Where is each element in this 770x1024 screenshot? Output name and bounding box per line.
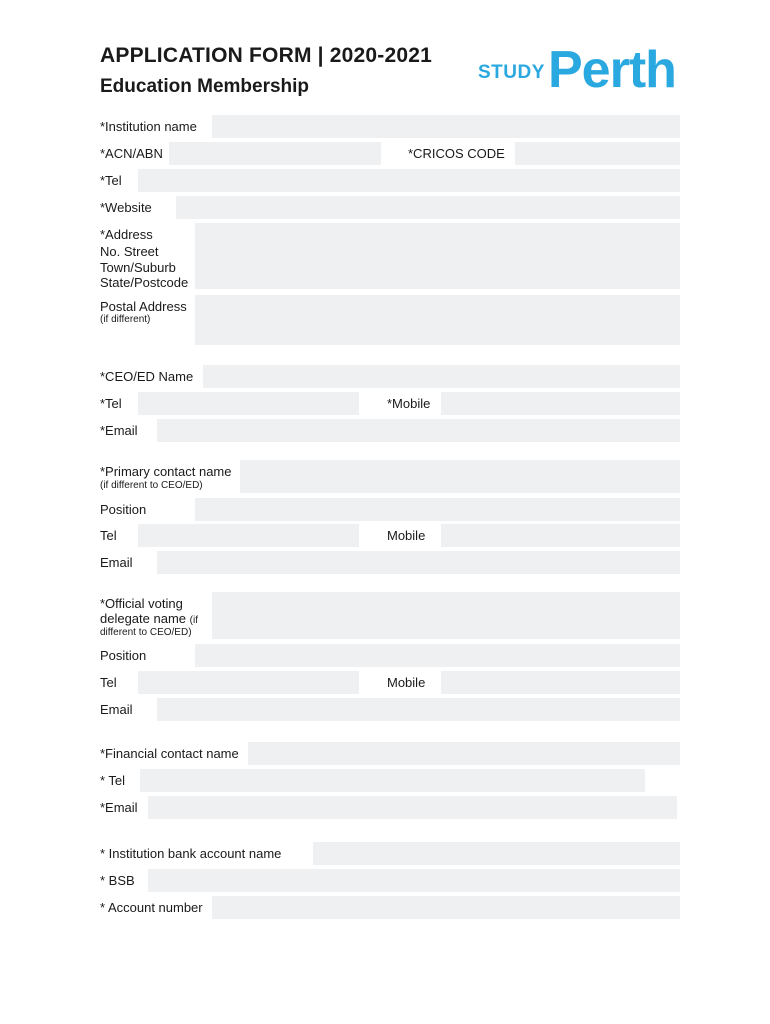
address-line2-label: Town/Suburb [100, 260, 176, 275]
institution-tel-label: *Tel [100, 173, 122, 188]
institution-name-input[interactable] [212, 115, 680, 138]
account-number-input[interactable] [212, 896, 680, 919]
delegate-mobile-label: Mobile [387, 675, 426, 690]
ceo-tel-label: *Tel [100, 396, 122, 411]
primary-email-input[interactable] [157, 551, 680, 574]
financial-tel-input[interactable] [140, 769, 645, 792]
address-line3-label: State/Postcode [100, 275, 189, 290]
primary-email-label: Email [100, 555, 133, 570]
ceo-tel-input[interactable] [138, 392, 359, 415]
bank-account-name-label: * Institution bank account name [100, 846, 282, 861]
logo-study-text: STUDY [478, 62, 545, 83]
form-subtitle: Education Membership [100, 76, 310, 97]
primary-mobile-input[interactable] [441, 524, 680, 547]
ceo-name-label: *CEO/ED Name [100, 369, 194, 384]
cricos-code-input[interactable] [515, 142, 680, 165]
primary-tel-input[interactable] [138, 524, 359, 547]
financial-email-input[interactable] [148, 796, 677, 819]
delegate-label-text: delegate name [100, 611, 187, 626]
delegate-tel-label: Tel [100, 675, 117, 690]
website-label: *Website [100, 200, 152, 215]
delegate-email-input[interactable] [157, 698, 680, 721]
ceo-mobile-input[interactable] [441, 392, 680, 415]
delegate-mobile-input[interactable] [441, 671, 680, 694]
financial-tel-label: * Tel [100, 773, 126, 788]
institution-tel-input[interactable] [138, 169, 680, 192]
acn-abn-label: *ACN/ABN [100, 146, 163, 161]
address-input[interactable] [195, 223, 680, 289]
primary-position-input[interactable] [195, 498, 680, 521]
ceo-email-label: *Email [100, 423, 138, 438]
logo-perth-text: Perth [548, 41, 676, 99]
primary-contact-note: (if different to CEO/ED) [100, 480, 203, 491]
delegate-note-line3: different to CEO/ED) [100, 627, 192, 638]
bsb-label: * BSB [100, 873, 135, 888]
delegate-email-label: Email [100, 702, 133, 717]
postal-address-note: (if different) [100, 314, 151, 325]
primary-tel-label: Tel [100, 528, 117, 543]
bank-account-name-input[interactable] [313, 842, 680, 865]
address-line1-label: No. Street [100, 244, 159, 259]
bsb-input[interactable] [148, 869, 680, 892]
form-title: APPLICATION FORM | 2020-2021 [100, 44, 433, 67]
financial-email-label: *Email [100, 800, 138, 815]
primary-mobile-label: Mobile [387, 528, 426, 543]
primary-contact-input[interactable] [240, 460, 680, 493]
primary-contact-label: *Primary contact name [100, 464, 232, 479]
delegate-tel-input[interactable] [138, 671, 359, 694]
address-label: *Address [100, 227, 153, 242]
ceo-mobile-label: *Mobile [387, 396, 431, 411]
postal-address-input[interactable] [195, 295, 680, 345]
website-input[interactable] [176, 196, 680, 219]
delegate-position-label: Position [100, 648, 147, 663]
account-number-label: * Account number [100, 900, 203, 915]
study-perth-logo [478, 42, 678, 102]
delegate-name-input[interactable] [212, 592, 680, 639]
ceo-name-input[interactable] [203, 365, 680, 388]
cricos-code-label: *CRICOS CODE [408, 146, 505, 161]
ceo-email-input[interactable] [157, 419, 680, 442]
delegate-note-inline: (if [189, 615, 198, 626]
financial-contact-input[interactable] [248, 742, 680, 765]
primary-position-label: Position [100, 502, 147, 517]
delegate-label-line1: *Official voting [100, 596, 183, 611]
acn-abn-input[interactable] [169, 142, 381, 165]
financial-contact-label: *Financial contact name [100, 746, 239, 761]
delegate-position-input[interactable] [195, 644, 680, 667]
postal-address-label: Postal Address [100, 299, 187, 314]
institution-name-label: *Institution name [100, 119, 197, 134]
